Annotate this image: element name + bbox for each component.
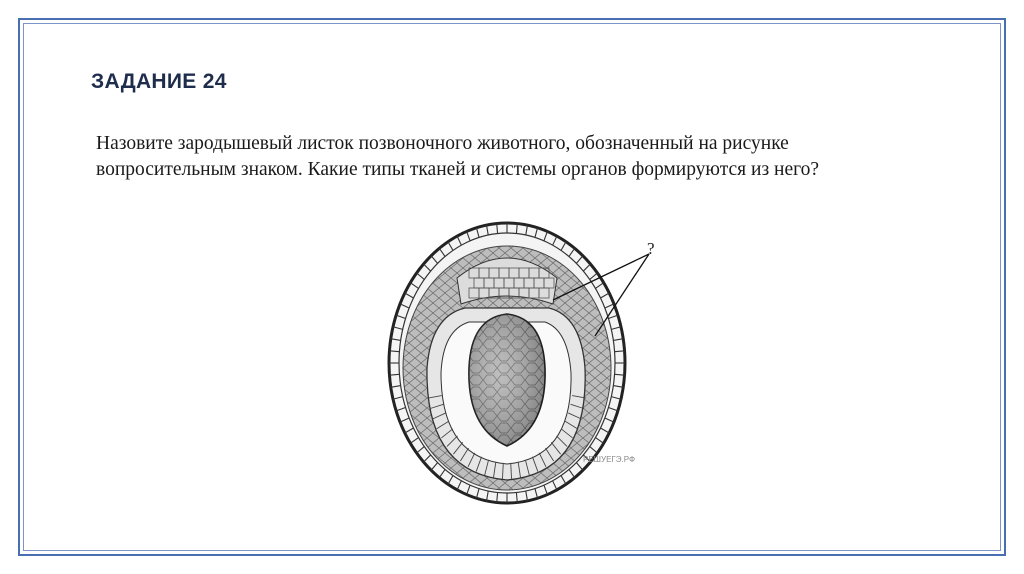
task-question: Назовите зародышевый листок позвоночного животного, обозначенный на рисунке вопросительным знаком. Какие типы тканей и системы органов формируются из него? bbox=[96, 133, 820, 180]
embryo-illustration bbox=[385, 218, 685, 508]
question-mark-label: ? bbox=[647, 239, 655, 258]
task-title: ЗАДАНИЕ 24 bbox=[91, 70, 227, 93]
watermark: РЕШУЕГЭ.РФ bbox=[583, 455, 636, 464]
